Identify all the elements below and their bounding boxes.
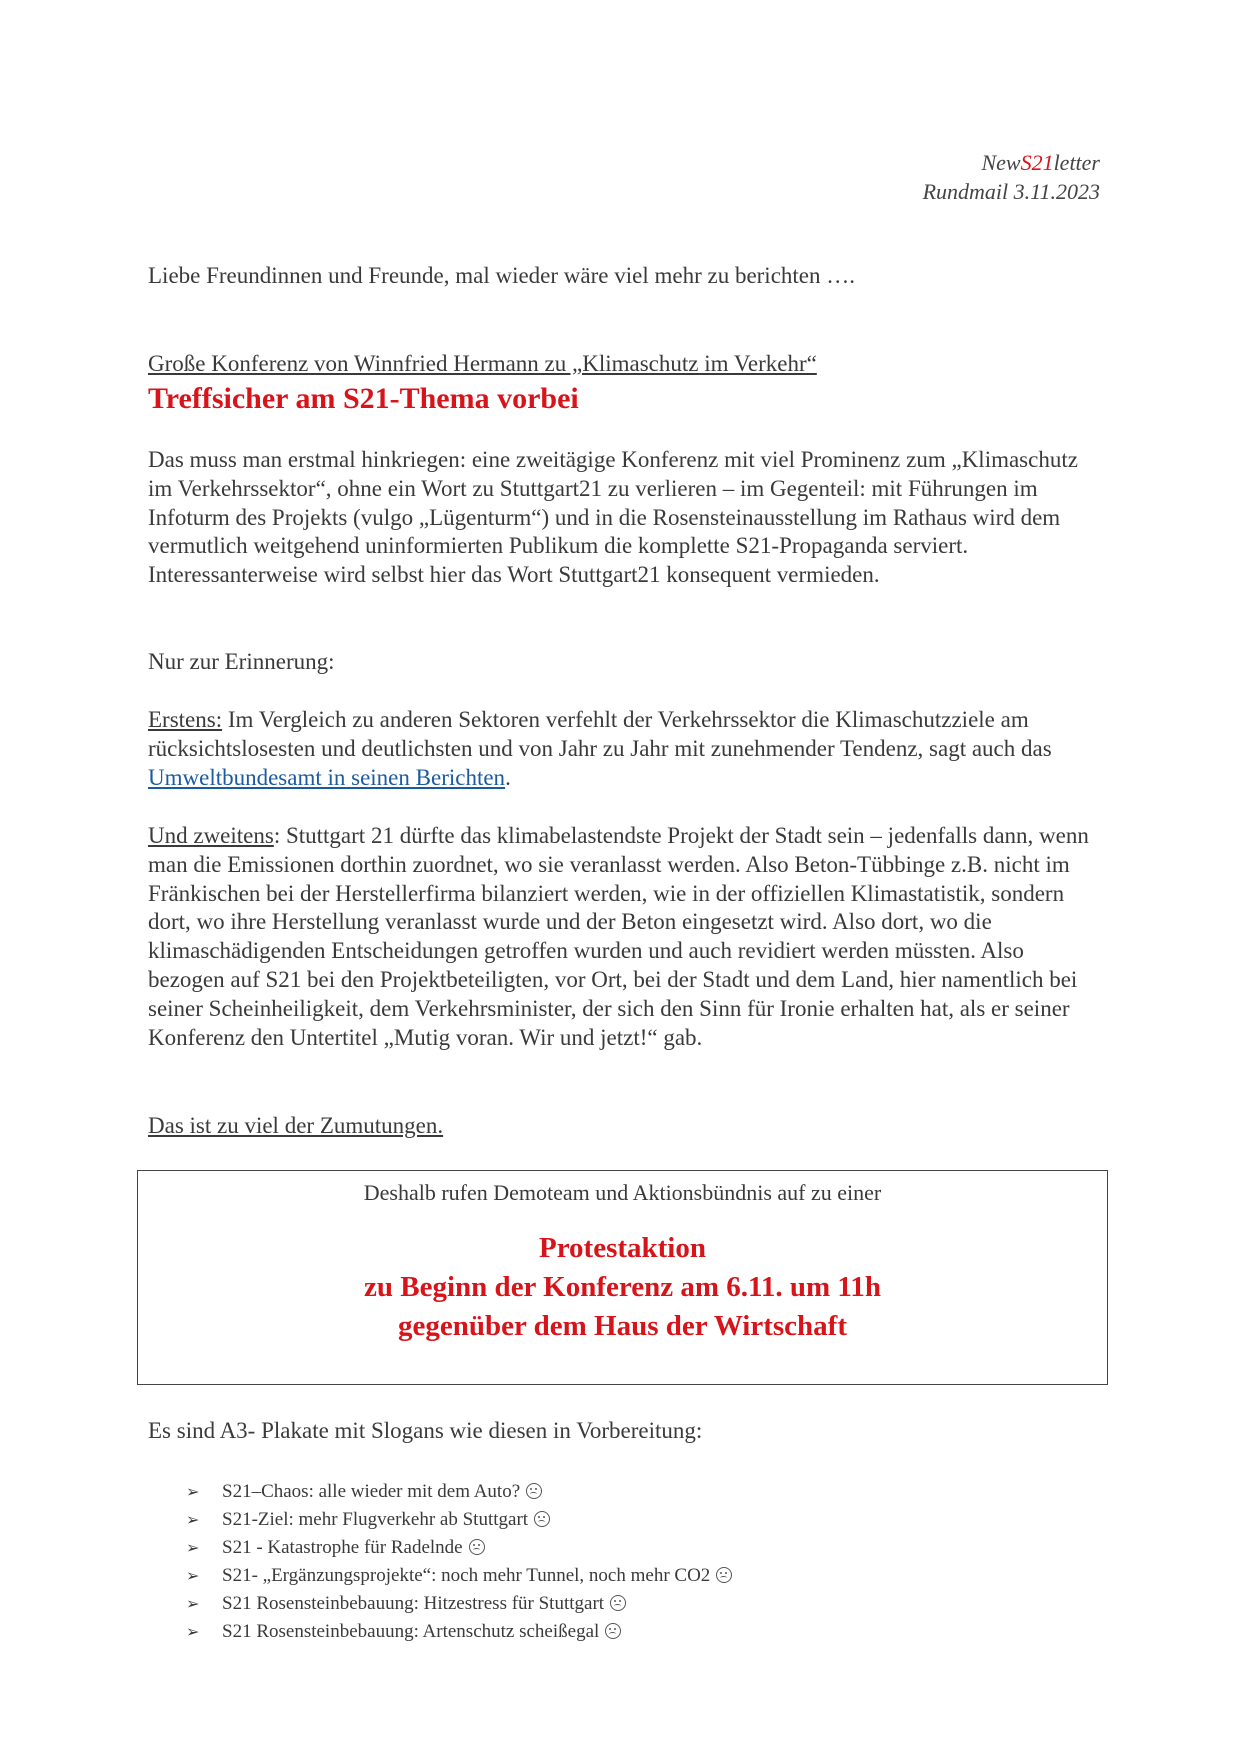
title-suffix: letter	[1053, 150, 1100, 175]
article-kicker: Große Konferenz von Winnfried Hermann zu „Klimaschutz im Verkehr“	[148, 351, 817, 376]
newsletter-title	[923, 148, 1100, 177]
callout-line-1: Protestaktion	[538, 1232, 706, 1264]
second-text: : Stuttgart 21 dürfte das klimabelastendste Projekt der Stadt sein – jedenfalls dann, wenn man die Emissionen dorthin zuordnet, wo sie veranlasst werden. Also Beton-Tübbinge z.B. nicht im Fränkischen bei der Herstellerfirma bilanziert werden, wie in der offiziellen Klimastatistik, sondern dort, wo ihre Herstellung veranlasst wurde und der Beton eingesetzt wird. Also dort, wo die klimaschädigenden Entscheidungen getroffen wurden und auch revidiert werden müssten. Also bezogen auf S21 bei den Projektbeteiligten, vor Ort, bei der Stadt und dem Land, hier namentlich bei seiner Scheinheiligkeit, dem Verkehrsminister, der sich den Sinn für Ironie erhalten hat, als er seiner Konferenz den Untertitel „Mutig voran. Wir und jetzt!“ gab.	[148, 823, 1089, 1050]
arrow-bullet-icon: ➢	[186, 1622, 200, 1641]
arrow-bullet-icon: ➢	[186, 1566, 200, 1585]
second-label: Und zweitens	[148, 823, 274, 848]
callout-intro: Deshalb rufen Demoteam und Aktionsbündnis auf zu einer	[363, 1180, 882, 1205]
posters-intro: Es sind A3- Plakate mit Slogans wie diesen in Vorbereitung:	[148, 1418, 703, 1443]
frowning-face-icon	[469, 1539, 485, 1555]
frowning-face-icon	[716, 1567, 732, 1583]
first-label: Erstens:	[148, 707, 223, 732]
frowning-face-icon	[534, 1511, 550, 1527]
article-headline: Treffsicher am S21-Thema vorbei	[148, 382, 579, 415]
newsletter-date: Rundmail 3.11.2023	[922, 179, 1100, 204]
slogan-text: S21- „Ergänzungsprojekte“: noch mehr Tunnel, noch mehr CO2	[222, 1565, 711, 1586]
title-s21: S21	[1020, 150, 1054, 175]
slogan-list	[186, 1478, 732, 1646]
list-item	[186, 1590, 732, 1618]
newsletter-header	[923, 148, 1100, 206]
slogan-text: S21 Rosensteinbebauung: Artenschutz scheißegal	[222, 1621, 600, 1642]
title-prefix: New	[981, 150, 1021, 175]
list-item	[186, 1506, 732, 1534]
greeting: Liebe Freundinnen und Freunde, mal wieder wäre viel mehr zu berichten ….	[148, 263, 856, 288]
arrow-bullet-icon: ➢	[186, 1482, 200, 1501]
slogan-text: S21–Chaos: alle wieder mit dem Auto?	[222, 1481, 521, 1502]
frowning-face-icon	[526, 1483, 542, 1499]
second-point	[148, 822, 1098, 1052]
first-point	[148, 706, 1098, 792]
umweltbundesamt-link[interactable]: Umweltbundesamt in seinen Berichten	[148, 764, 506, 790]
callout-announcement	[138, 1229, 1107, 1346]
frowning-face-icon	[605, 1623, 621, 1639]
arrow-bullet-icon: ➢	[186, 1538, 200, 1557]
first-end: .	[505, 764, 511, 790]
closing-statement: Das ist zu viel der Zumutungen.	[148, 1113, 444, 1138]
slogan-text: S21 - Katastrophe für Radelnde	[222, 1537, 463, 1558]
list-item	[186, 1562, 732, 1590]
arrow-bullet-icon: ➢	[186, 1594, 200, 1613]
callout-line-3: gegenüber dem Haus der Wirtschaft	[398, 1310, 847, 1342]
callout-line-2: zu Beginn der Konferenz am 6.11. um 11h	[364, 1271, 881, 1303]
article-intro: Das muss man erstmal hinkriegen: eine zweitägige Konferenz mit viel Prominenz zum „Klimaschutz im Verkehrssektor“, ohne ein Wort zu Stuttgart21 zu verlieren – im Gegenteil: mit Führungen im Infoturm des Projekts (vulgo „Lügenturm“) und in die Rosensteinausstellung im Rathaus wird dem vermutlich weitgehend uninformierten Publikum die komplette S21-Propaganda serviert. Interessanterweise wird selbst hier das Wort Stuttgart21 konsequent vermieden.	[148, 447, 1078, 588]
slogan-text: S21 Rosensteinbebauung: Hitzestress für Stuttgart	[222, 1593, 605, 1614]
protest-callout-box	[137, 1170, 1108, 1385]
first-text: Im Vergleich zu anderen Sektoren verfehlt der Verkehrssektor die Klimaschutzziele am rücksichtslosesten und deutlichsten und von Jahr zu Jahr mit zunehmender Tendenz, sagt auch das	[148, 707, 1052, 761]
list-item	[186, 1534, 732, 1562]
list-item	[186, 1618, 732, 1646]
arrow-bullet-icon: ➢	[186, 1510, 200, 1529]
reminder-text: Nur zur Erinnerung:	[148, 649, 335, 674]
frowning-face-icon	[610, 1595, 626, 1611]
slogan-text: S21-Ziel: mehr Flugverkehr ab Stuttgart	[222, 1509, 529, 1530]
list-item	[186, 1478, 732, 1506]
